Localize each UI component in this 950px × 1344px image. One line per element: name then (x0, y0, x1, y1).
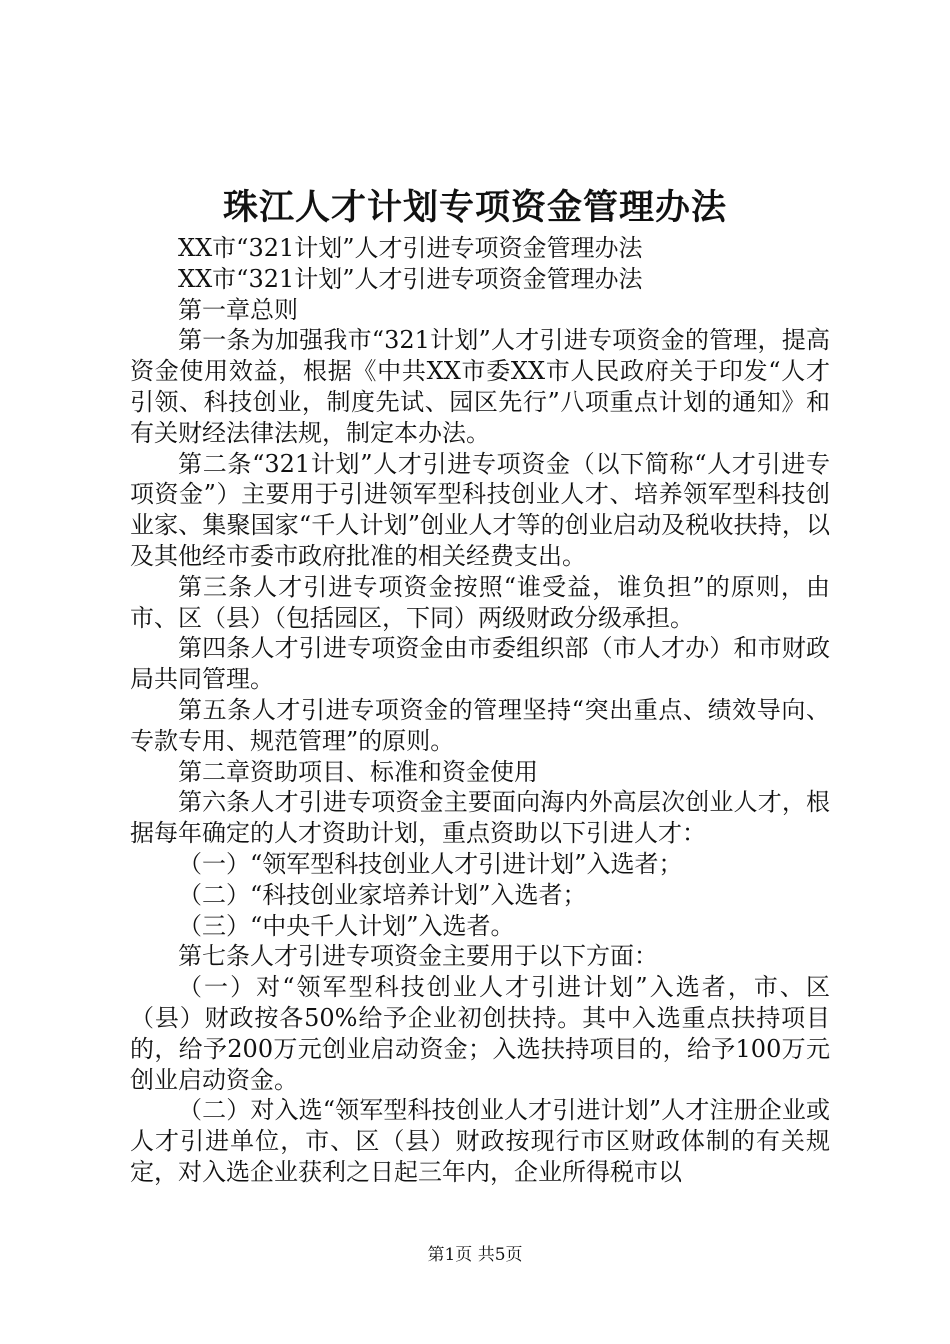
document-title: 珠江人才计划专项资金管理办法 (222, 187, 727, 228)
article-paragraph: 第一条为加强我市“321计划”人才引进专项资金的管理，提高资金使用效益，根据《中共XX市委XX市人民政府关于印发“人才引领、科技创业，制度先试、园区先行”八项重点计划的通知》和有关财经法律法规，制定本办法。 (130, 326, 830, 447)
article-paragraph: 第六条人才引进专项资金主要面向海内外高层次创业人才，根据每年确定的人才资助计划，重点资助以下引进人才： (130, 788, 830, 848)
document-body (130, 233, 830, 1188)
article-paragraph: 第七条人才引进专项资金主要用于以下方面： (178, 942, 658, 971)
list-item: （二）“科技创业家培养计划”入选者； (178, 880, 587, 909)
article-paragraph: 第三条人才引进专项资金按照“谁受益，谁负担”的原则，由市、区（县）（包括园区，下同）两级财政分级承担。 (130, 572, 830, 632)
article-paragraph: （一）对“领军型科技创业人才引进计划”入选者，市、区（县）财政按各50%给予企业初创扶持。其中入选重点扶持项目的，给予200万元创业启动资金；入选扶持项目的，给予100万元创业启动资金。 (130, 973, 830, 1094)
list-item: （三）“中央千人计划”入选者。 (178, 911, 515, 940)
article-paragraph: 第二条“321计划”人才引进专项资金（以下简称“人才引进专项资金”）主要用于引进领军型科技创业人才、培养领军型科技创业家、集聚国家“千人计划”创业人才等的创业启动及税收扶持，以及其他经市委市政府批准的相关经费支出。 (130, 449, 830, 570)
body-paragraph: XX市“321计划”人才引进专项资金管理办法 (178, 264, 643, 293)
body-paragraph: XX市“321计划”人才引进专项资金管理办法 (178, 234, 643, 262)
list-item: （一）“领军型科技创业人才引进计划”入选者； (178, 849, 683, 878)
article-paragraph: 第五条人才引进专项资金的管理坚持“突出重点、绩效导向、专款专用、规范管理”的原则。 (130, 695, 830, 755)
article-paragraph: 第四条人才引进专项资金由市委组织部（市人才办）和市财政局共同管理。 (130, 634, 830, 694)
chapter-heading: 第一章总则 (178, 295, 298, 324)
page-footer: 第1页 共5页 (427, 1245, 523, 1265)
article-paragraph: （二）对入选“领军型科技创业人才引进计划”人才注册企业或人才引进单位，市、区（县）财政按现行市区财政体制的有关规定，对入选企业获利之日起三年内，企业所得税市以 (130, 1096, 830, 1186)
chapter-heading: 第二章资助项目、标准和资金使用 (178, 757, 538, 786)
